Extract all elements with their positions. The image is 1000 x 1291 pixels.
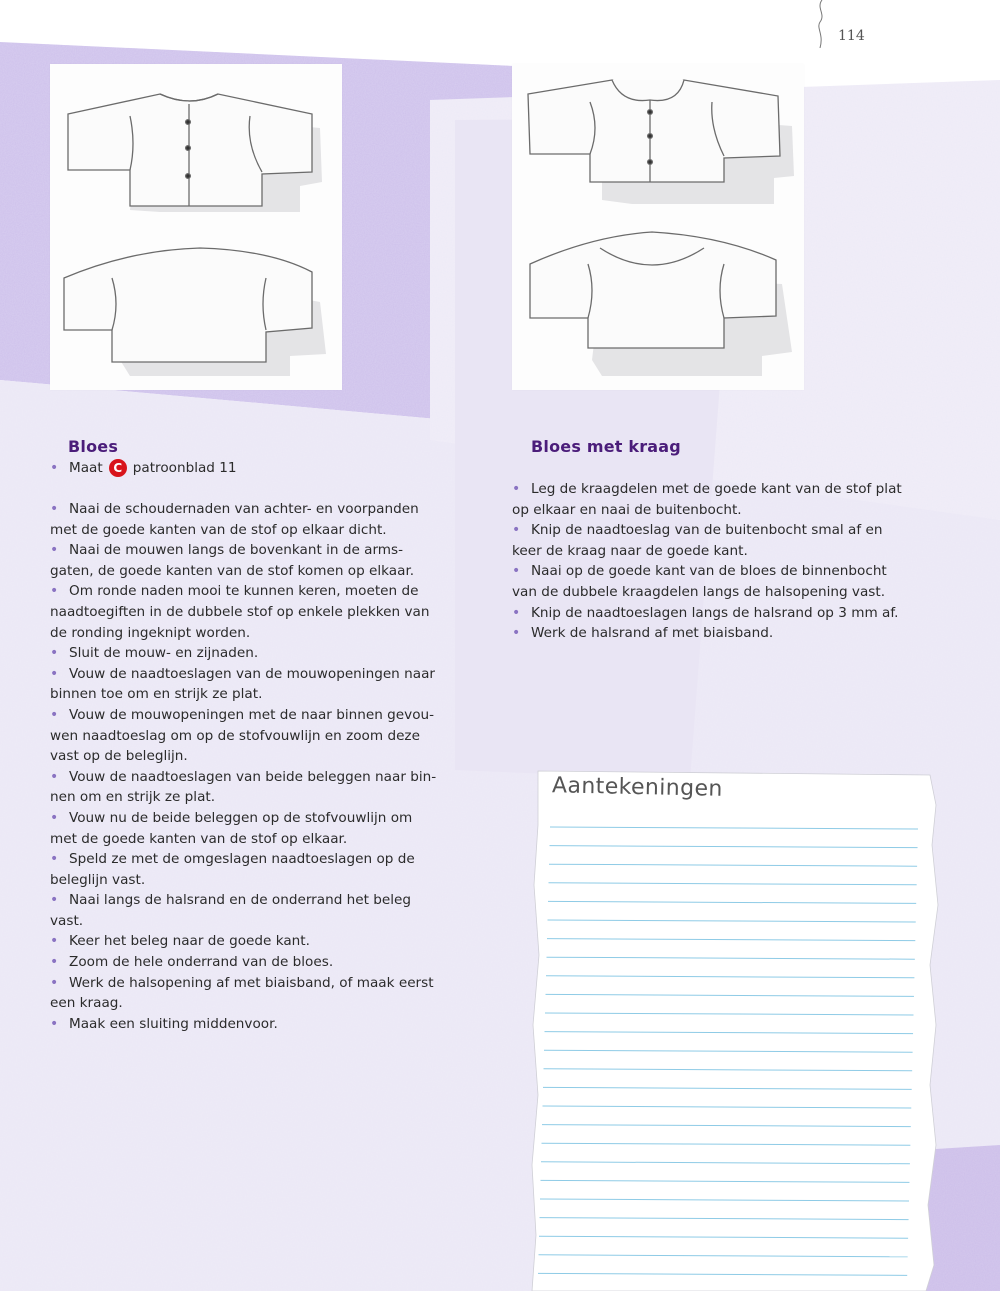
step-text: vast op de beleglijn.	[50, 748, 188, 765]
step-item	[512, 520, 932, 561]
bullet-icon: •	[50, 1015, 59, 1032]
blouse-sketch-icon	[50, 64, 342, 390]
step-item	[50, 973, 450, 1014]
step-item	[50, 643, 450, 664]
section-title-bloes: Bloes	[68, 437, 119, 456]
bullet-icon: •	[50, 809, 59, 826]
step-text: Leg de kraagdelen met de goede kant van de stof plat	[531, 481, 902, 497]
step-text: van de dubbele kraagdelen langs de halsopening vast.	[512, 583, 886, 600]
step-item	[50, 664, 450, 705]
bullet-icon: •	[50, 665, 59, 682]
step-item	[50, 1014, 450, 1035]
step-item	[50, 499, 450, 540]
step-item	[50, 952, 450, 973]
step-text: wen naadtoeslag om op de stofvouwlijn en zoom deze	[50, 727, 420, 744]
blouse-collar-illustration	[512, 64, 804, 390]
size-badge: C	[109, 459, 127, 477]
step-text: keer de kraag naar de goede kant.	[512, 542, 748, 559]
step-text: Naai de mouwen langs de bovenkant in de arms-	[69, 542, 404, 559]
step-text: Werk de halsrand af met biaisband.	[531, 625, 774, 642]
step-text: Zoom de hele onderrand van de bloes.	[69, 954, 334, 971]
step-text: de ronding ingeknipt worden.	[50, 624, 251, 641]
step-item	[50, 931, 450, 952]
step-item	[50, 890, 450, 931]
step-text: Speld ze met de omgeslagen naadtoeslagen op de	[69, 851, 415, 868]
step-text: Maak een sluiting middenvoor.	[69, 1015, 278, 1032]
kraag-steps	[512, 479, 932, 644]
step-text: binnen toe om en strijk ze plat.	[50, 686, 263, 703]
bullet-icon: •	[512, 522, 521, 539]
bloes-steps	[50, 499, 450, 1034]
bullet-icon: •	[50, 583, 59, 600]
bullet-icon: •	[50, 974, 59, 991]
notes-paper	[530, 765, 942, 1291]
step-text: Naai langs de halsrand en de onderrand het beleg	[69, 892, 412, 909]
bullet-icon: •	[50, 933, 59, 950]
bullet-icon: •	[512, 604, 521, 621]
bullet-icon: •	[50, 892, 59, 909]
step-text: Naai de schoudernaden van achter- en voorpanden	[69, 501, 419, 517]
section-title-bloes-met-kraag: Bloes met kraag	[531, 437, 681, 456]
step-item	[512, 479, 932, 520]
step-text: Om ronde naden mooi te kunnen keren, moeten de	[69, 583, 419, 600]
step-text: Knip de naadtoeslag van de buitenbocht smal af en	[531, 522, 883, 539]
bullet-icon: •	[512, 481, 521, 497]
step-item	[512, 603, 932, 624]
step-text: Vouw de naadtoeslagen van beide beleggen naar bin-	[69, 768, 437, 785]
size-label: Maat	[69, 460, 103, 476]
step-text: beleglijn vast.	[50, 871, 146, 888]
step-text: Vouw de naadtoeslagen van de mouwopeningen naar	[69, 665, 435, 682]
bullet-icon: •	[50, 954, 59, 971]
size-info	[50, 458, 237, 478]
page-number: 114	[838, 28, 865, 44]
step-text: op elkaar en naai de buitenbocht.	[512, 501, 742, 518]
page-marker-brace	[810, 0, 830, 48]
notes-paper-sheet	[532, 771, 938, 1291]
step-text: Sluit de mouw- en zijnaden.	[69, 645, 259, 662]
notes-title: Aantekeningen	[551, 773, 724, 802]
bullet-icon: •	[50, 645, 59, 662]
step-text: gaten, de goede kanten van de stof komen op elkaar.	[50, 562, 415, 579]
bullet-icon: •	[50, 501, 59, 517]
step-item	[50, 767, 450, 808]
step-text: een kraag.	[50, 995, 123, 1012]
step-item	[50, 808, 450, 849]
step-item	[512, 561, 932, 602]
bullet-icon: •	[512, 625, 521, 642]
step-item	[50, 849, 450, 890]
blouse-illustration	[50, 64, 342, 390]
step-text: nen om en strijk ze plat.	[50, 789, 216, 806]
bullet-icon: •	[50, 706, 59, 723]
pattern-sheet: patroonblad 11	[132, 460, 237, 476]
bullet-icon: •	[50, 542, 59, 559]
bullet-icon: •	[50, 851, 59, 868]
step-text: vast.	[50, 912, 84, 929]
blouse-collar-sketch-icon	[512, 64, 804, 390]
bullet-icon: •	[50, 460, 59, 476]
step-item	[50, 540, 450, 581]
step-text: Werk de halsopening af met biaisband, of maak eerst	[69, 974, 434, 991]
bullet-icon: •	[512, 563, 521, 580]
step-text: naadtoegiften in de dubbele stof op enkele plekken van	[50, 603, 430, 620]
step-text: Naai op de goede kant van de bloes de binnenbocht	[531, 563, 887, 580]
step-text: met de goede kanten van de stof op elkaar.	[50, 830, 348, 847]
bullet-icon: •	[50, 768, 59, 785]
step-text: Vouw de mouwopeningen met de naar binnen gevou-	[69, 706, 435, 723]
step-item	[512, 623, 932, 644]
step-item	[50, 705, 450, 767]
step-text: Vouw nu de beide beleggen op de stofvouwlijn om	[69, 809, 413, 826]
step-text: met de goede kanten van de stof op elkaar dicht.	[50, 521, 387, 538]
step-text: Knip de naadtoeslagen langs de halsrand op 3 mm af.	[531, 604, 899, 621]
step-text: Keer het beleg naar de goede kant.	[69, 933, 310, 950]
step-item	[50, 581, 450, 643]
